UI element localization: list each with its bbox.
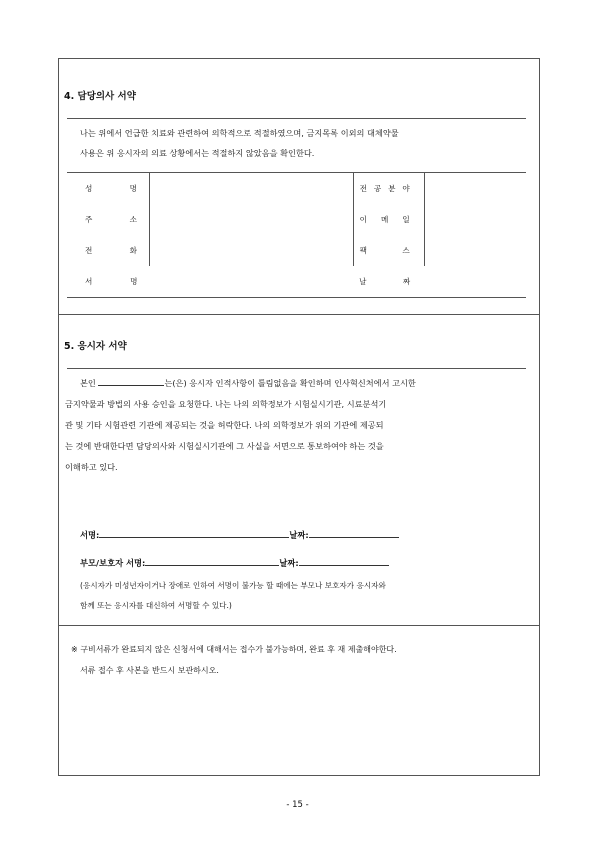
guardian-date-line[interactable]: [299, 556, 389, 566]
page-number: - 15 -: [286, 800, 309, 810]
phone-label: 전 화: [85, 246, 137, 255]
notice-line2: 서류 접수 후 사본을 반드시 보관하시오.: [80, 666, 219, 675]
section4-divider: [67, 118, 526, 119]
address-label: 주 소: [85, 215, 137, 224]
fax-label: 팩 스: [359, 246, 410, 255]
name-label: 성 명: [85, 184, 137, 193]
section5-paragraph-line4: 는 것에 반대한다면 담당의사와 시험실시기관에 그 사실을 서면으로 통보하여야 하는 것을: [65, 441, 384, 451]
email-label: 이 메 일: [359, 215, 410, 224]
section4-paragraph-line1: 나는 위에서 언급한 치료와 관련하여 의학적으로 적절하였으며, 금지목록 이외의 대체약물: [80, 128, 399, 138]
address-field[interactable]: [150, 204, 354, 235]
phone-field[interactable]: [150, 235, 354, 266]
table-row: [67, 204, 526, 235]
date-field[interactable]: [424, 266, 526, 298]
name-field[interactable]: [150, 173, 354, 205]
date-label: 날 짜: [359, 277, 411, 286]
applicant-signature-row: 서명: 날짜:: [80, 528, 399, 541]
table-row: [67, 266, 526, 298]
fax-field[interactable]: [424, 235, 526, 266]
section5-paragraph-line2: 금지약물과 방법의 사용 승인을 요청한다. 나는 나의 의학정보가 시험실시기관, 시료분석기: [65, 399, 387, 409]
specialty-label: 전 공 분 야: [359, 184, 410, 193]
specialty-field[interactable]: [424, 173, 526, 205]
signature-label: 서 명: [85, 277, 138, 286]
applicant-name-blank[interactable]: [98, 376, 164, 386]
section-separator: [58, 625, 540, 626]
section4-paragraph-line2: 사용은 위 응시자의 의료 상황에서는 적절하지 않았음을 확인한다.: [80, 148, 315, 158]
section5-divider: [67, 368, 526, 369]
section4-title: 4. 담당의사 서약: [64, 91, 136, 102]
physician-info-table: [67, 172, 526, 298]
section-separator: [58, 314, 540, 315]
signature-field[interactable]: [150, 266, 354, 298]
guardian-signature-row: 부모/보호자 서명: 날짜:: [80, 556, 389, 569]
notice-line1: ※ 구비서류가 완료되지 않은 신청서에 대해서는 접수가 불가능하며, 완료 후 재 제출해야한다.: [71, 645, 397, 654]
section5-paragraph-line5: 이해하고 있다.: [65, 462, 118, 472]
section5-paragraph-line1: 본인 는(은) 응시자 인적사항이 틀림없음을 확인하며 인사혁신처에서 고시한: [80, 378, 416, 388]
email-field[interactable]: [424, 204, 526, 235]
applicant-date-label: 날짜: [289, 530, 306, 540]
guardian-note-line2: 함께 또는 응시자를 대신하여 서명할 수 있다.): [80, 601, 232, 610]
guardian-note-line1: (응시자가 미성년자이거나 장애로 인하여 서명이 불가능 할 때에는 부모나 보호자가 응시자와: [80, 581, 386, 590]
section5-paragraph-line3: 관 및 기타 시험관련 기관에 제공되는 것을 허락한다. 나의 의학정보가 위의 기관에 제공되: [65, 420, 384, 430]
applicant-date-line[interactable]: [309, 528, 399, 538]
table-row: [67, 235, 526, 266]
guardian-date-label: 날짜: [279, 558, 296, 568]
guardian-signature-label: 부모/보호자 서명: [80, 558, 143, 568]
applicant-signature-line[interactable]: [99, 528, 289, 538]
guardian-signature-line[interactable]: [145, 556, 279, 566]
table-row: [67, 173, 526, 205]
section5-title: 5. 응시자 서약: [64, 341, 127, 352]
applicant-signature-label: 서명: [80, 530, 97, 540]
